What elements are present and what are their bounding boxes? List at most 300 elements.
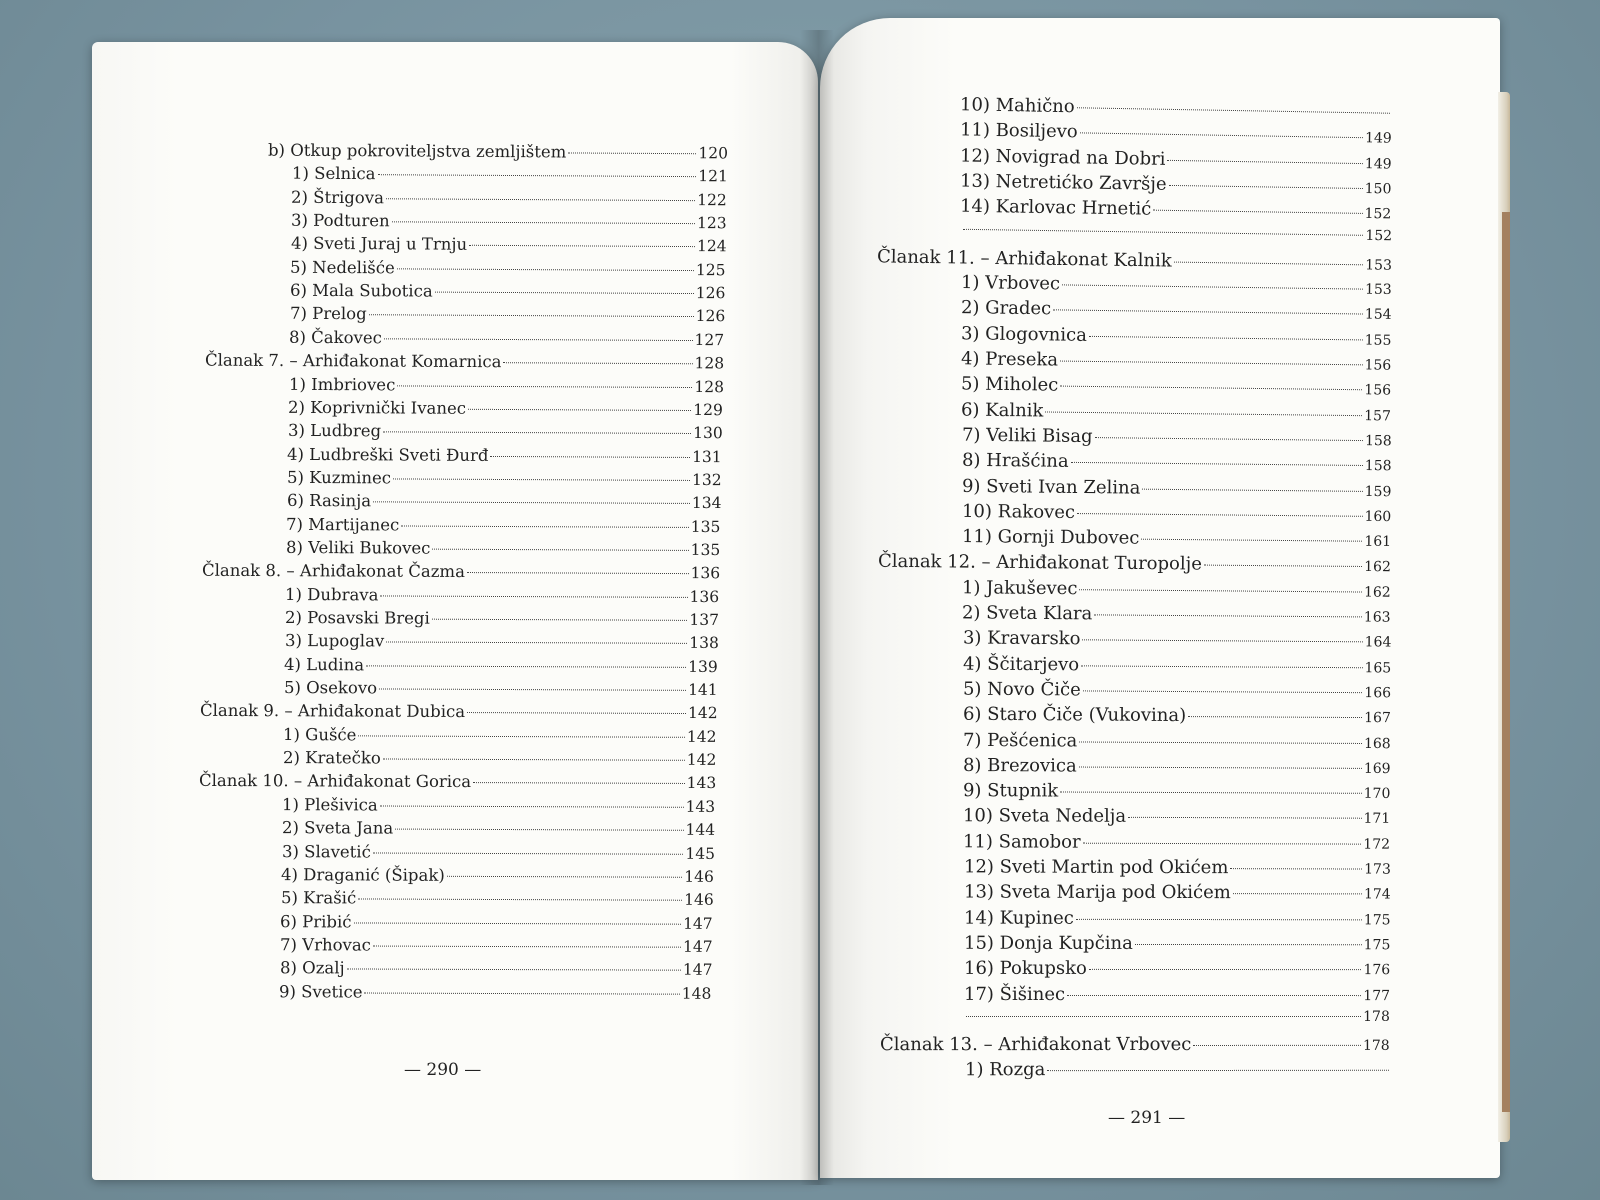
toc-entry-title: 9) Stupnik <box>963 780 1059 802</box>
toc-entry-page: 166 <box>1364 685 1391 702</box>
toc-entry-page: 163 <box>1364 609 1392 626</box>
dot-leader <box>1062 284 1363 289</box>
toc-entry-title: 1) Vrbovec <box>960 272 1061 295</box>
dot-leader <box>1077 107 1390 113</box>
dot-leader <box>491 455 691 457</box>
toc-entry <box>289 304 724 325</box>
toc-entry <box>284 678 718 699</box>
toc-entry-title: 2) Gradec <box>960 297 1052 320</box>
toc-entry <box>961 399 1391 425</box>
toc-entry <box>964 958 1390 979</box>
toc-entry-title: 11) Bosiljevo <box>959 119 1079 143</box>
toc-entry-title: 4) Ludbreški Sveti Đurđ <box>287 444 489 465</box>
toc-entry-title: 3) Slavetić <box>281 841 371 861</box>
toc-chapter-entry <box>877 246 1392 274</box>
dot-leader <box>1204 565 1362 567</box>
toc-entry-title: Članak 12. – Arhiđakonat Turopolje <box>878 551 1203 575</box>
toc-entry-title: 4) Ščitarjevo <box>962 653 1079 675</box>
toc-entry-title: 6) Mala Subotica <box>289 280 433 301</box>
toc-entry-page: 145 <box>684 844 715 863</box>
toc-entry-page: 147 <box>682 960 713 980</box>
dot-leader <box>966 1016 1361 1017</box>
toc-entry <box>286 515 720 536</box>
dot-leader <box>1233 893 1362 894</box>
toc-entry-title: 1) Plešivica <box>282 794 378 815</box>
toc-entry-page: 176 <box>1363 962 1391 979</box>
toc-entry-page: 162 <box>1364 559 1392 576</box>
dot-leader <box>1094 437 1362 441</box>
toc-entry-page: 161 <box>1364 533 1392 551</box>
toc-chapter-entry <box>202 561 720 583</box>
dot-leader <box>1053 310 1363 315</box>
dot-leader <box>963 228 1363 235</box>
dot-leader <box>1089 969 1362 970</box>
dot-leader <box>1083 690 1363 693</box>
dot-leader <box>359 735 685 737</box>
toc-entry <box>962 602 1391 626</box>
toc-entry-page: 178 <box>1363 1037 1391 1054</box>
toc-entry <box>964 907 1391 929</box>
toc-entry-page: 137 <box>689 610 720 630</box>
toc-entry-title: 1) Imbriovec <box>288 374 395 394</box>
toc-entry-title: 5) Nedelišće <box>290 257 396 278</box>
toc-entry <box>963 729 1391 752</box>
toc-entry <box>961 348 1392 374</box>
toc-entry <box>291 234 727 256</box>
dot-leader <box>1083 842 1362 844</box>
dot-leader <box>397 385 692 388</box>
toc-entry-title: 4) Sveti Juraj u Trnju <box>290 234 467 255</box>
toc-entry <box>960 221 1391 243</box>
toc-entry-title: 10) Rakovec <box>961 500 1076 523</box>
toc-entry-title: Članak 11. – Arhiđakonat Kalnik <box>876 246 1172 272</box>
toc-entry <box>291 211 727 233</box>
toc-entry-page: 158 <box>1364 432 1392 450</box>
toc-chapter-entry <box>878 551 1391 576</box>
toc-entry-page: 143 <box>685 797 716 816</box>
toc-entry-title: 14) Kupinec <box>963 907 1074 929</box>
toc-entry-page: 142 <box>686 750 717 770</box>
dot-leader <box>432 549 688 551</box>
toc-entry-page: 147 <box>683 937 713 956</box>
toc-entry <box>963 704 1391 727</box>
dot-leader <box>468 409 691 411</box>
toc-chapter-entry <box>205 351 724 373</box>
toc-entry-title: 1) Dubrava <box>285 584 379 605</box>
toc-entry-title: 10) Mahično <box>959 94 1075 118</box>
toc-entry-page: 148 <box>682 984 712 1003</box>
toc-entry-title: 5) Krašić <box>280 888 357 908</box>
toc-entry <box>963 679 1391 703</box>
toc-entry-page: 146 <box>684 867 715 886</box>
dot-leader <box>1077 513 1363 517</box>
toc-entry <box>282 818 715 839</box>
toc-entry <box>282 795 715 816</box>
dot-leader <box>379 688 686 690</box>
toc-entry-page: 155 <box>1364 332 1392 349</box>
toc-entry-title: 9) Svetice <box>279 981 363 1002</box>
toc-entry-page: 134 <box>691 494 722 513</box>
toc-entry-page: 164 <box>1364 634 1391 651</box>
dot-leader <box>366 665 686 667</box>
toc-entry <box>963 780 1390 803</box>
toc-entry <box>960 145 1392 173</box>
dot-leader <box>393 478 690 481</box>
toc-entry-page: 131 <box>692 447 723 466</box>
toc-entry-page: 178 <box>1363 1008 1391 1025</box>
toc-entry-page: 169 <box>1363 760 1391 777</box>
toc-entry-title: 8) Veliki Bukovec <box>286 537 431 558</box>
toc-entry <box>962 628 1391 652</box>
toc-entry-page: 127 <box>694 330 725 350</box>
toc-entry-page: 122 <box>697 190 728 209</box>
dot-leader <box>1168 159 1363 163</box>
toc-chapter-entry <box>880 1034 1390 1055</box>
toc-entry-title: Članak 10. – Arhiđakonat Gorica <box>198 771 471 792</box>
toc-entry-page: 154 <box>1364 306 1392 324</box>
toc-entry-title: 16) Pokupsko <box>964 958 1087 980</box>
toc-entry-page: 159 <box>1364 483 1392 500</box>
dot-leader <box>447 876 683 878</box>
toc-entry <box>280 912 713 933</box>
dot-leader <box>1060 792 1362 794</box>
toc-entry <box>962 501 1391 526</box>
toc-entry <box>963 755 1391 778</box>
dot-leader <box>1188 716 1362 718</box>
toc-entry <box>962 450 1392 476</box>
toc-entry-page: 177 <box>1363 987 1391 1004</box>
toc-entry-page: 152 <box>1364 206 1392 223</box>
toc-entry-title: 13) Netretićko Završje <box>960 170 1168 195</box>
toc-entry <box>279 982 711 1003</box>
toc-entry-page: 172 <box>1363 836 1391 853</box>
toc-entry-page: 129 <box>693 400 724 420</box>
toc-entry-title: 2) Sveta Jana <box>281 818 394 838</box>
toc-entry-title: 1) Selnica <box>291 164 376 184</box>
toc-entry-page: 168 <box>1363 735 1391 752</box>
dot-leader <box>1080 589 1363 592</box>
toc-entry <box>290 281 725 302</box>
toc-entry-title: 12) Sveti Martin pod Okićem <box>963 856 1229 879</box>
toc-entry <box>964 1009 1390 1025</box>
toc-entry-page: 158 <box>1364 458 1392 475</box>
toc-entry <box>964 983 1390 1004</box>
toc-entry-page: 144 <box>685 820 715 840</box>
right-page <box>820 18 1500 1178</box>
toc-entry-page: 124 <box>696 237 727 256</box>
toc-entry-title: 2) Posavski Bregi <box>284 607 430 628</box>
toc-entry <box>283 725 717 746</box>
right-page-toc <box>820 18 1500 1178</box>
toc-entry-title: 7) Veliki Bisag <box>961 424 1093 447</box>
dot-leader <box>1089 336 1363 341</box>
toc-entry <box>960 196 1392 224</box>
toc-entry-title: 13) Sveta Marija pod Okićem <box>963 881 1231 904</box>
toc-entry-title: 6) Kalnik <box>961 399 1044 422</box>
dot-leader <box>467 572 689 574</box>
dot-leader <box>467 712 686 714</box>
toc-entry-title: 6) Rasinja <box>286 491 371 511</box>
toc-entry-title: 1) Rozga <box>964 1059 1045 1081</box>
dot-leader <box>1128 817 1361 819</box>
dot-leader <box>469 245 695 247</box>
toc-entry <box>964 882 1391 904</box>
dot-leader <box>383 432 691 435</box>
toc-entry-page: 126 <box>695 307 725 326</box>
toc-entry <box>281 842 714 863</box>
toc-entry-page: 153 <box>1364 257 1392 274</box>
toc-entry <box>962 526 1391 551</box>
dot-leader <box>397 268 694 271</box>
toc-entry-page: 125 <box>696 260 726 280</box>
toc-entry-title: 5) Miholec <box>961 373 1059 396</box>
toc-entry-title: 2) Koprivnički Ivanec <box>288 397 467 418</box>
dot-leader <box>1230 868 1362 869</box>
toc-entry-page: 171 <box>1363 811 1391 828</box>
toc-entry-title: 8) Hrašćina <box>961 449 1069 473</box>
dot-leader <box>1142 488 1362 491</box>
dot-leader <box>373 945 681 947</box>
toc-entry <box>965 1059 1391 1080</box>
toc-entry-title: 2) Sveta Klara <box>962 602 1093 625</box>
toc-entry-title: 2) Štrigova <box>291 187 385 207</box>
toc-entry-title: Članak 8. – Arhiđakonat Čazma <box>201 561 465 582</box>
toc-entry <box>961 323 1392 350</box>
toc-entry-title: 7) Martijanec <box>286 514 400 535</box>
left-page <box>92 42 818 1180</box>
dot-leader <box>372 852 683 854</box>
toc-entry-page: 128 <box>693 377 724 396</box>
dot-leader <box>1061 386 1363 391</box>
toc-entry <box>290 257 726 279</box>
toc-entry-page: 142 <box>687 727 717 746</box>
toc-entry <box>961 425 1391 451</box>
toc-entry-page: 173 <box>1363 861 1391 878</box>
toc-entry <box>960 120 1392 148</box>
toc-entry-title: Članak 13. – Arhiđakonat Vrbovec <box>880 1034 1192 1056</box>
dot-leader <box>395 829 683 831</box>
dot-leader <box>1080 133 1363 139</box>
toc-entry-page: 141 <box>687 680 718 700</box>
toc-entry <box>963 653 1391 677</box>
toc-entry-title: 8) Brezovica <box>963 754 1077 777</box>
toc-entry <box>280 935 713 956</box>
toc-entry <box>286 538 720 559</box>
dot-leader <box>1169 185 1363 189</box>
toc-entry-page: 132 <box>692 470 722 490</box>
dot-leader <box>354 922 682 924</box>
toc-entry-title: 6) Pribić <box>280 911 353 931</box>
toc-entry <box>960 94 1392 123</box>
toc-entry-page: 150 <box>1364 180 1392 198</box>
dot-leader <box>1079 741 1362 743</box>
toc-entry-page: 153 <box>1364 281 1392 299</box>
toc-entry-page: 120 <box>698 144 729 163</box>
toc-entry-page: 149 <box>1364 155 1392 173</box>
dot-leader <box>1141 539 1362 542</box>
toc-entry <box>288 374 723 395</box>
toc-entry-page: 175 <box>1363 937 1391 954</box>
toc-entry-title: 14) Karlovac Hrnetić <box>960 195 1152 220</box>
dot-leader <box>381 595 688 597</box>
toc-entry-page: 121 <box>697 167 728 186</box>
toc-entry-title: 3) Glogovnica <box>960 322 1088 346</box>
toc-entry <box>964 856 1391 878</box>
dot-leader <box>386 198 695 201</box>
toc-entry-title: 9) Sveti Ivan Zelina <box>961 475 1141 499</box>
toc-entry <box>291 187 727 209</box>
dot-leader <box>503 362 692 364</box>
toc-entry <box>292 164 728 186</box>
toc-entry-page: 143 <box>686 774 716 793</box>
toc-entry-page: 130 <box>692 424 723 443</box>
dot-leader <box>1095 614 1363 617</box>
toc-entry-title: 8) Čakovec <box>289 327 383 348</box>
toc-entry <box>268 141 728 163</box>
dot-leader <box>1135 944 1362 945</box>
toc-entry-title: 7) Vrhovac <box>280 935 372 955</box>
toc-entry <box>289 328 724 349</box>
dot-leader <box>392 221 695 224</box>
right-page-number: — 291 — <box>1108 1108 1186 1128</box>
dot-leader <box>1076 918 1362 920</box>
dot-leader <box>377 175 696 178</box>
toc-entry <box>961 297 1392 324</box>
toc-entry <box>288 421 723 442</box>
toc-entry-page: 126 <box>695 284 726 303</box>
toc-entry-title: 12) Novigrad na Dobri <box>960 145 1166 170</box>
toc-entry-title: 5) Kuzminec <box>287 467 392 488</box>
dot-leader <box>432 619 688 621</box>
toc-entry-title: 10) Sveta Nedelja <box>963 805 1127 828</box>
toc-entry-title: 11) Gornji Dubovec <box>961 526 1140 549</box>
toc-entry-title: 7) Pešćenica <box>962 729 1078 751</box>
dot-leader <box>383 759 685 761</box>
toc-entry-title: 1) Gušće <box>283 724 357 745</box>
dot-leader <box>568 152 696 154</box>
toc-entry <box>281 865 714 886</box>
toc-entry <box>288 398 723 419</box>
toc-entry-title: 3) Kravarsko <box>962 627 1081 650</box>
toc-entry-page: 138 <box>688 634 719 653</box>
toc-entry-page: 156 <box>1364 382 1392 399</box>
dot-leader <box>402 525 690 527</box>
toc-entry-page: 162 <box>1364 584 1392 601</box>
toc-entry-page: 157 <box>1364 407 1392 425</box>
left-page-number: — 290 — <box>404 1060 482 1080</box>
dot-leader <box>1154 210 1363 214</box>
toc-entry <box>287 491 722 512</box>
dot-leader <box>473 783 685 785</box>
dot-leader <box>358 899 682 901</box>
toc-entry <box>963 831 1390 853</box>
dot-leader <box>1067 994 1361 995</box>
toc-entry <box>281 888 714 909</box>
dot-leader <box>1060 361 1362 366</box>
toc-entry-page: 123 <box>696 214 727 233</box>
toc-entry-page: 156 <box>1364 357 1392 374</box>
toc-entry-title: Članak 7. – Arhiđakonat Komarnica <box>204 350 502 372</box>
dot-leader <box>1194 1045 1362 1046</box>
toc-entry <box>285 585 719 606</box>
toc-entry-title: 5) Osekovo <box>283 678 378 698</box>
toc-entry-page: 128 <box>694 354 724 373</box>
toc-entry-title: 11) Samobor <box>963 830 1082 853</box>
toc-entry-page: 147 <box>683 914 714 933</box>
toc-entry-title: 1) Jakuševec <box>962 576 1078 599</box>
toc-entry-title: Članak 9. – Arhiđakonat Dubica <box>199 701 465 722</box>
toc-chapter-entry <box>199 771 716 792</box>
toc-entry <box>962 577 1391 602</box>
toc-entry-page: 146 <box>683 890 714 910</box>
toc-entry-title: 5) Novo Čiče <box>962 678 1081 701</box>
toc-entry <box>285 608 719 629</box>
dot-leader <box>1046 411 1363 416</box>
toc-entry-page: 160 <box>1364 508 1392 525</box>
dot-leader <box>386 642 687 644</box>
dot-leader <box>365 992 680 994</box>
dot-leader <box>1047 1070 1388 1071</box>
toc-entry-title: 2) Kratečko <box>282 748 381 768</box>
toc-entry <box>960 170 1392 198</box>
toc-entry <box>285 631 719 652</box>
toc-entry <box>280 958 713 979</box>
toc-entry-title: 3) Ludbreg <box>287 421 381 441</box>
toc-entry-page: 167 <box>1363 710 1391 727</box>
dot-leader <box>435 292 694 294</box>
toc-entry <box>283 748 716 769</box>
dot-leader <box>384 338 693 341</box>
toc-entry-page: 136 <box>689 587 720 606</box>
dot-leader <box>1070 462 1362 466</box>
toc-entry <box>961 374 1391 400</box>
toc-chapter-entry <box>200 701 718 722</box>
toc-entry-title: 8) Ozalj <box>279 958 345 978</box>
toc-entry-title: 4) Draganić (Šipak) <box>281 864 445 885</box>
toc-entry-title: 17) Šišinec <box>964 983 1066 1005</box>
toc-entry <box>961 272 1392 299</box>
dot-leader <box>1082 640 1362 643</box>
toc-entry-title: 4) Ludina <box>284 654 365 675</box>
toc-entry-page: 135 <box>691 517 721 536</box>
toc-entry-title: 6) Staro Čiče (Vukovina) <box>962 703 1187 727</box>
toc-entry-page: 152 <box>1364 227 1392 244</box>
dot-leader <box>380 805 684 807</box>
toc-entry-title: b) Otkup pokroviteljstva zemljištem <box>267 140 567 162</box>
cover-edge <box>1502 212 1510 1112</box>
dot-leader <box>368 315 693 318</box>
toc-entry <box>287 468 722 489</box>
dot-leader <box>1173 261 1363 265</box>
toc-entry-title: 15) Donja Kupčina <box>963 932 1133 954</box>
dot-leader <box>346 969 680 971</box>
toc-entry-page: 136 <box>690 564 720 583</box>
toc-entry <box>962 475 1392 500</box>
toc-entry <box>287 444 722 465</box>
dot-leader <box>373 502 690 505</box>
toc-entry <box>964 933 1390 955</box>
toc-entry-page: 139 <box>688 657 719 676</box>
dot-leader <box>1081 665 1362 668</box>
left-page-toc <box>92 42 818 1180</box>
toc-entry-page: 142 <box>687 704 718 723</box>
toc-entry-page: 165 <box>1364 659 1391 677</box>
toc-entry-title: 3) Podturen <box>290 210 390 231</box>
toc-entry-title: 3) Lupoglav <box>284 631 384 651</box>
dot-leader <box>1079 766 1362 768</box>
toc-entry <box>963 806 1390 829</box>
book-edge <box>1498 92 1510 1142</box>
